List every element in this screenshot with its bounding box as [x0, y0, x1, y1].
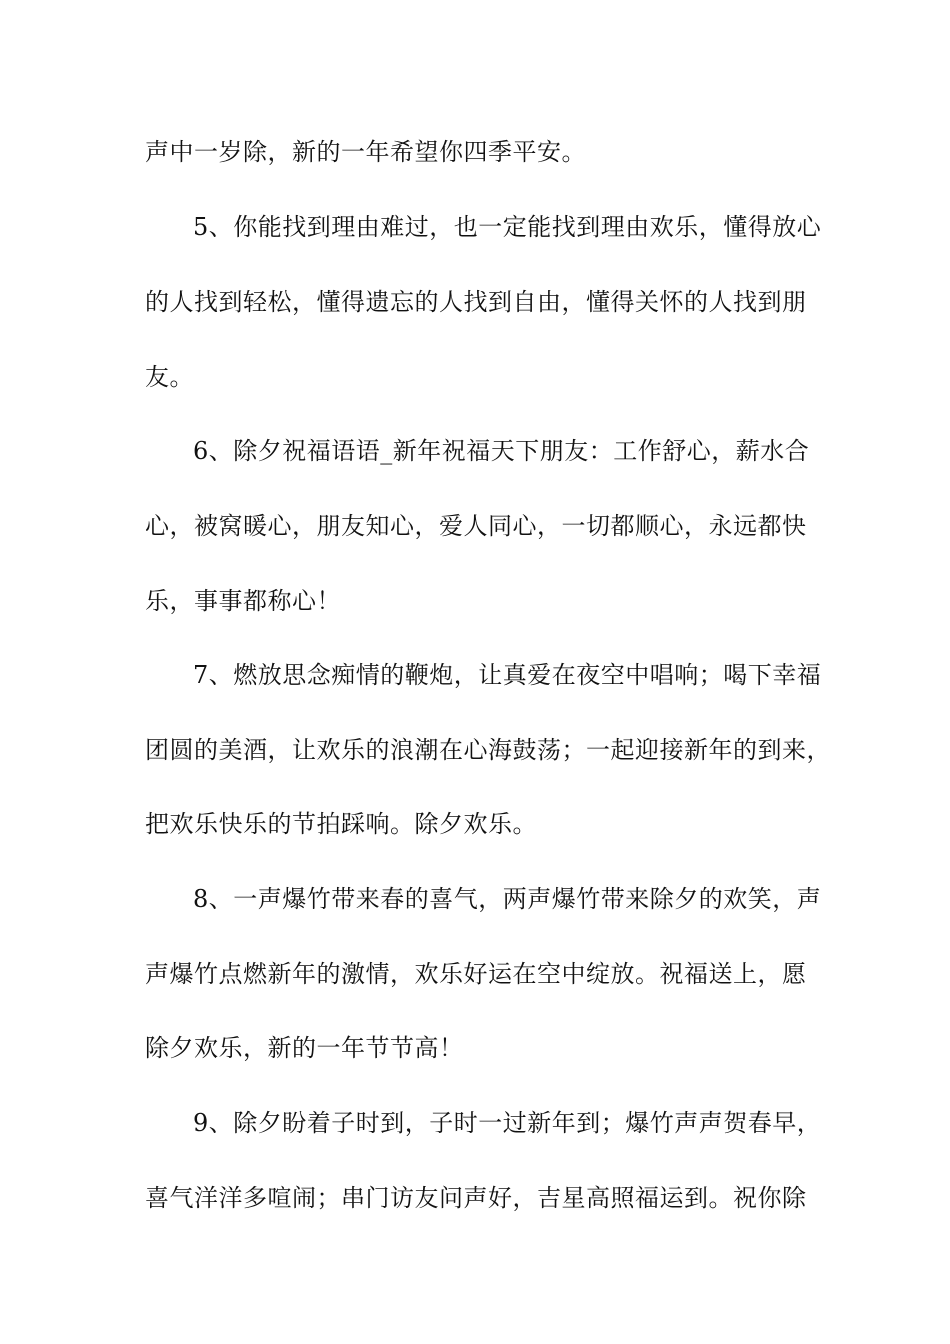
paragraph-5-first-line: 5、你能找到理由难过，也一定能找到理由欢乐，懂得放心	[193, 213, 822, 241]
text-line: 喜气洋洋多喧闹；串门访友问声好，吉星高照福运到。祝你除	[145, 1184, 807, 1212]
paragraph-9-first-line: 9、除夕盼着子时到，子时一过新年到；爆竹声声贺春早，	[193, 1109, 822, 1137]
paragraph-7-first-line: 7、燃放思念痴情的鞭炮，让真爱在夜空中唱响；喝下幸福	[193, 661, 822, 689]
text-line: 除夕欢乐，新的一年节节高！	[145, 1034, 464, 1062]
paragraph-6-first-line: 6、除夕祝福语语_新年祝福天下朋友：工作舒心，薪水合	[193, 437, 810, 465]
text-line: 心，被窝暖心，朋友知心，爱人同心，一切都顺心，永远都快	[145, 512, 807, 540]
text-line: 声中一岁除，新的一年希望你四季平安。	[145, 138, 586, 166]
text-line: 的人找到轻松，懂得遗忘的人找到自由，懂得关怀的人找到朋	[145, 288, 807, 316]
text-line: 把欢乐快乐的节拍踩响。除夕欢乐。	[145, 810, 537, 838]
text-line: 声爆竹点燃新年的激情，欢乐好运在空中绽放。祝福送上，愿	[145, 960, 807, 988]
paragraph-8-first-line: 8、一声爆竹带来春的喜气，两声爆竹带来除夕的欢笑，声	[193, 885, 822, 913]
text-line: 乐，事事都称心！	[145, 587, 341, 615]
text-line: 团圆的美酒，让欢乐的浪潮在心海鼓荡；一起迎接新年的到来，	[145, 736, 831, 764]
text-line: 友。	[145, 363, 194, 391]
